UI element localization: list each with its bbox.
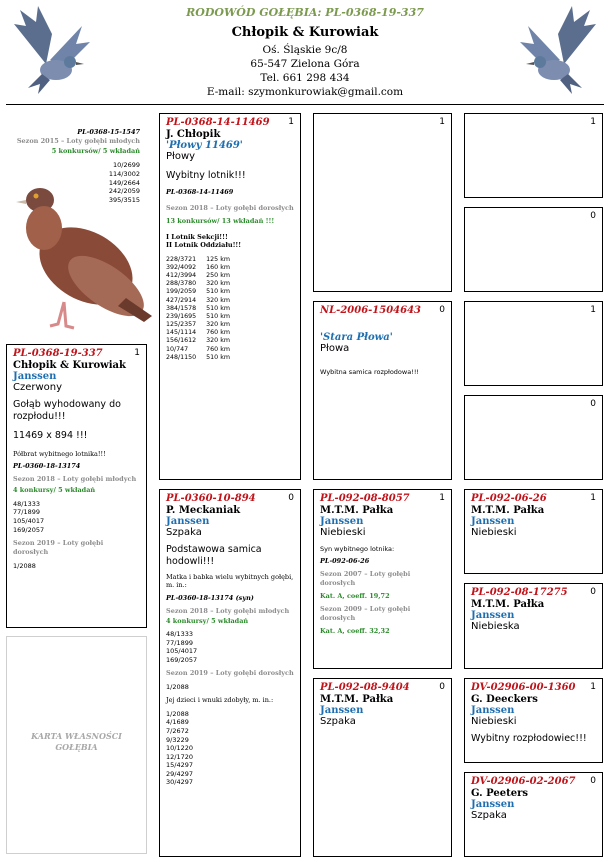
mother-results-2: [166, 683, 294, 692]
mother-season-2: Sezon 2019 – Loty gołębi dorosłych: [166, 669, 294, 678]
mother-mother-box: [313, 678, 452, 857]
main-bird-pairing: 11469 x 894 !!!: [13, 429, 88, 441]
mother-desc: Podstawowa samica hodowli!!!: [166, 544, 262, 568]
main-bird-desc: Gołąb wyhodowany do rozpłodu!!!: [13, 399, 121, 423]
mother-owner: P. Meckaniak: [166, 505, 241, 516]
result-placing: 10/747: [166, 345, 189, 353]
result-distance: 510 km: [206, 304, 230, 312]
main-bird-results-2: [13, 562, 140, 571]
mother-father-season-2: Sezon 2009 – Loty gołębi dorosłych: [320, 605, 411, 622]
father-award-2: II Lotnik Oddziału!!!: [166, 241, 242, 250]
mother-note-2: Jej dzieci i wnuki zdobyły, m. in.:: [166, 696, 274, 705]
result-distance: 320 km: [206, 337, 230, 345]
result-line: 9/3229: [166, 735, 189, 744]
great-grandparent-box-5: [464, 489, 603, 574]
great-grandparent-sex: 0: [590, 211, 596, 221]
result-placing: 125/2357: [166, 321, 197, 329]
main-bird-summary-1: 4 konkursy/ 5 wkładań: [13, 485, 96, 494]
mother-father-ring: PL-092-08-8057: [320, 493, 410, 504]
result-line: 77/1899: [13, 508, 41, 517]
father-owner: J. Chłopik: [166, 129, 221, 140]
result-distance: 320 km: [206, 321, 230, 329]
result-line: 77/1899: [166, 638, 194, 647]
father-award-1: I Lotnik Sekcji!!!: [166, 232, 228, 241]
mother-father-coef-2: Kat. A, coeff. 32,32: [320, 627, 390, 636]
result-row: [166, 305, 236, 313]
main-bird-season-2: Sezon 2019 – Loty gołębi dorosłych: [13, 539, 104, 556]
result-line: 1/2088: [166, 709, 189, 718]
father-mother-box: [313, 301, 452, 480]
result-placing: 427/2914: [166, 296, 197, 304]
result-line: 114/3002: [108, 170, 140, 179]
result-row: [166, 313, 236, 321]
result-placing: 239/1695: [166, 312, 197, 320]
result-placing: 156/1612: [166, 337, 197, 345]
great-grandparent-ring: DV-02906-00-1360: [471, 682, 576, 693]
result-row: [166, 346, 236, 354]
father-results: [166, 256, 236, 362]
main-bird-breed: Janssen: [13, 371, 57, 382]
pigeon-photo: [6, 166, 154, 334]
great-grandparent-desc: Wybitny rozpłodowiec!!!: [471, 733, 587, 744]
mother-father-ref: PL-092-06-26: [320, 557, 370, 566]
father-summary: 13 konkursów/ 13 wkładań !!!: [166, 216, 275, 225]
pigeon-logo-right-icon: [516, 4, 604, 96]
father-season: Sezon 2018 – Loty gołębi dorosłych: [166, 204, 294, 213]
result-line: 169/2057: [13, 525, 45, 534]
result-row: [166, 272, 236, 280]
result-line: 4/1689: [166, 718, 189, 727]
mother-sex: 0: [288, 493, 294, 503]
result-distance: 125 km: [206, 255, 230, 263]
father-mother-ring: NL-2006-1504643: [320, 305, 422, 316]
main-bird-ring: PL-0368-19-337: [13, 348, 103, 359]
mother-season-1: Sezon 2018 – Loty gołębi młodych: [166, 606, 290, 615]
main-bird-owner: Chłopik & Kurowiak: [13, 360, 126, 371]
great-grandparent-color: Niebieski: [471, 527, 517, 538]
father-box: [159, 113, 301, 480]
great-grandparent-box-6: [464, 583, 603, 669]
result-distance: 160 km: [206, 263, 230, 271]
great-grandparent-sex: 0: [590, 776, 596, 786]
mother-mother-color: Szpaka: [320, 716, 356, 727]
mother-summary-1: 4 konkursy/ 5 wkładań: [166, 617, 249, 625]
mother-mother-ring: PL-092-08-9404: [320, 682, 410, 693]
great-grandparent-owner: G. Peeters: [471, 788, 529, 799]
great-grandparent-color: Niebieska: [471, 621, 520, 632]
great-grandparent-sex: 1: [590, 117, 596, 127]
great-grandparent-color: Niebieski: [471, 716, 517, 727]
result-distance: 320 km: [206, 296, 230, 304]
main-bird-note: Półbrat wybitnego lotnika!!!: [13, 450, 106, 459]
result-distance: 510 km: [206, 288, 230, 296]
great-grandparent-color: Szpaka: [471, 810, 507, 821]
result-line: 7/2672: [166, 726, 189, 735]
great-grandparent-sex: 0: [590, 399, 596, 409]
result-line: 10/1220: [166, 744, 194, 753]
father-sex: 1: [288, 117, 294, 127]
result-row: [166, 256, 236, 264]
result-placing: 392/4092: [166, 263, 197, 271]
great-grandparent-box-3: [464, 301, 603, 386]
mother-mother-sex: 0: [439, 682, 445, 692]
result-distance: 760 km: [206, 329, 230, 337]
father-mother-color: Płowa: [320, 343, 350, 354]
great-grandparent-breed: Janssen: [471, 516, 515, 527]
email: E-mail: szymonkurowiak@gmail.com: [206, 86, 404, 98]
result-placing: 199/2059: [166, 288, 197, 296]
main-bird-season-1: Sezon 2018 – Loty gołębi młodych: [13, 475, 137, 484]
result-line: 1/2088: [166, 682, 189, 691]
great-grandparent-breed: Janssen: [471, 705, 515, 716]
result-line: 15/4297: [166, 761, 194, 770]
mother-note: Matka i babka wielu wybitnych gołębi, m. in.:: [166, 572, 294, 590]
address-line-2: 65-547 Zielona Góra: [250, 58, 360, 70]
great-grandparent-sex: 0: [590, 587, 596, 597]
mother-father-season-1: Sezon 2007 – Loty gołębi dorosłych: [320, 570, 411, 587]
top-left-summary: 5 konkursów/ 5 wkładań: [51, 147, 140, 156]
result-distance: 510 km: [206, 312, 230, 320]
mother-father-color: Niebieski: [320, 527, 366, 538]
mother-color: Szpaka: [166, 527, 202, 538]
result-line: 105/4017: [13, 517, 45, 526]
father-name: 'Płowy 11469': [166, 140, 243, 151]
mother-box: [159, 489, 301, 857]
pigeon-logo-left-icon: [6, 4, 94, 96]
result-placing: 412/3994: [166, 272, 197, 279]
mother-father-breed: Janssen: [320, 516, 364, 527]
father-mother-name: 'Stara Płowa': [320, 332, 393, 343]
result-line: 29/4297: [166, 769, 194, 778]
result-line: 48/1333: [13, 499, 41, 508]
result-row: [166, 329, 236, 337]
main-bird-color: Czerwony: [13, 382, 63, 393]
result-row: [166, 288, 236, 296]
result-placing: 228/3721: [166, 255, 197, 263]
result-placing: 145/1114: [166, 329, 197, 337]
mother-ring: PL-0360-10-894: [166, 493, 256, 504]
great-grandparent-owner: M.T.M. Pałka: [471, 505, 545, 516]
father-ring: PL-0368-14-11469: [166, 117, 270, 128]
mother-father-coef-1: Kat. A, coeff. 19,72: [320, 592, 390, 601]
mother-breed: Janssen: [166, 516, 210, 527]
great-grandparent-box-2: [464, 207, 603, 292]
result-line: 30/4297: [166, 778, 194, 787]
main-bird-sex: 1: [134, 348, 140, 358]
result-row: [166, 354, 236, 362]
result-line: 10/2699: [112, 161, 140, 170]
great-grandparent-ring: DV-02906-02-2067: [471, 776, 576, 787]
great-grandparent-box-4: [464, 395, 603, 480]
mother-father-note: Syn wybitnego lotnika:: [320, 545, 395, 553]
top-left-season: Sezon 2015 – Loty gołębi młodych: [16, 137, 140, 145]
result-placing: 384/1578: [166, 304, 197, 312]
great-grandparent-box-1: [464, 113, 603, 198]
result-row: [166, 280, 236, 288]
result-line: 149/2664: [108, 178, 140, 187]
result-distance: 320 km: [206, 280, 230, 288]
mother-results-1: [166, 630, 294, 664]
great-grandparent-ring: PL-092-06-26: [471, 493, 547, 504]
father-mother-sex: 0: [439, 305, 445, 315]
result-line: 105/4017: [166, 647, 198, 656]
father-mother-desc: Wybitna samica rozpłodowa!!!: [320, 368, 420, 376]
main-bird-box: [6, 344, 147, 628]
result-row: [166, 297, 236, 305]
mother-results-3: [166, 710, 294, 787]
main-bird-results-1: [13, 500, 140, 534]
ownership-card-label: KARTA WŁASNOŚCI GOŁĘBIA: [31, 731, 122, 753]
father-father-box: [313, 113, 452, 292]
great-grandparent-box-8: [464, 772, 603, 857]
result-line: 395/3515: [108, 195, 140, 204]
loft-name: Chłopik & Kurowiak: [231, 25, 379, 40]
great-grandparent-breed: Janssen: [471, 610, 515, 621]
father-desc: Wybitny lotnik!!!: [166, 170, 246, 181]
address-line-1: Oś. Śląskie 9c/8: [262, 44, 348, 56]
ownership-card: [6, 636, 147, 854]
mother-father-sex: 1: [439, 493, 445, 503]
result-distance: 760 km: [206, 345, 230, 353]
result-placing: 248/1150: [166, 353, 197, 361]
mother-mother-breed: Janssen: [320, 705, 364, 716]
result-line: 12/1720: [166, 752, 194, 761]
mother-mother-owner: M.T.M. Pałka: [320, 694, 394, 705]
great-grandparent-box-7: [464, 678, 603, 763]
father-color: Płowy: [166, 151, 196, 162]
page-title: RODOWÓD GOŁĘBIA: PL-0368-19-337: [186, 6, 424, 19]
phone: Tel. 661 298 434: [260, 72, 350, 84]
great-grandparent-sex: 1: [590, 305, 596, 315]
header-divider: [6, 104, 604, 105]
great-grandparent-ring: PL-092-08-17275: [471, 587, 568, 598]
result-distance: 510 km: [206, 353, 230, 361]
result-line: 169/2057: [166, 655, 198, 664]
great-grandparent-breed: Janssen: [471, 799, 515, 810]
result-line: 1/2088: [13, 562, 36, 571]
mother-father-owner: M.T.M. Pałka: [320, 505, 394, 516]
great-grandparent-owner: G. Deeckers: [471, 694, 538, 705]
great-grandparent-owner: M.T.M. Pałka: [471, 599, 545, 610]
top-left-ring: PL-0368-15-1547: [77, 128, 140, 136]
result-placing: 288/3780: [166, 280, 197, 288]
father-ref: PL-0368-14-11469: [166, 188, 234, 197]
result-distance: 250 km: [206, 272, 230, 279]
header: [150, 6, 460, 98]
father-father-sex: 1: [439, 117, 445, 127]
great-grandparent-sex: 1: [590, 493, 596, 503]
mother-ref: PL-0360-18-13174 (syn): [166, 593, 254, 602]
result-row: [166, 264, 236, 272]
result-line: 242/2059: [108, 187, 140, 196]
result-line: 48/1333: [166, 630, 194, 638]
great-grandparent-sex: 1: [590, 682, 596, 692]
mother-father-box: [313, 489, 452, 669]
result-row: [166, 321, 236, 329]
main-bird-ref: PL-0360-18-13174: [13, 462, 81, 471]
result-row: [166, 337, 236, 345]
